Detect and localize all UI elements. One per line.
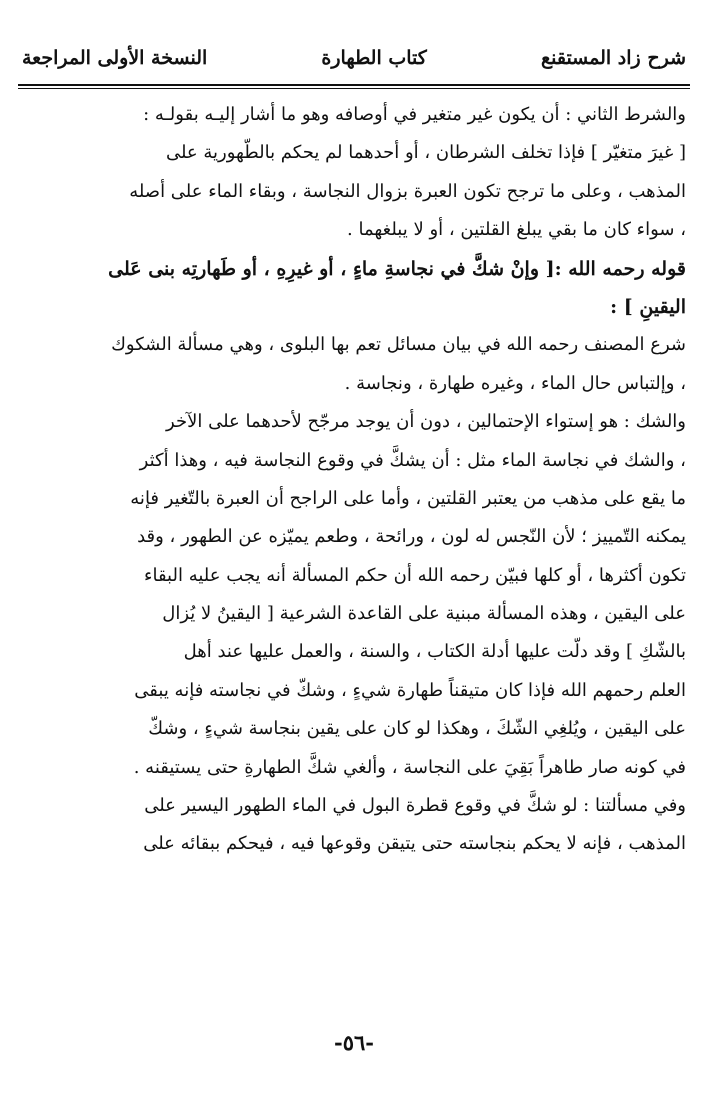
header-edition-note: النسخة الأولى المراجعة xyxy=(22,47,208,69)
heading-line: قوله رحمه الله :[ وإنْ شكَّ في نجاسةِ ماءٍ ، أو غيرِهِ ، أو طَهارتِه بنى عَلى xyxy=(108,257,686,280)
text-line: العلم رحمهم الله فإذا كان متيقناً طهارة شيءٍ ، وشكّ في نجاسته فإنه يبقى xyxy=(134,679,686,701)
text-line: على اليقين ، ويُلغِي الشّكَ ، وهكذا لو كان على يقين بنجاسة شيءٍ ، وشكّ xyxy=(148,718,686,740)
text-line: المذهب ، وعلى ما ترجح تكون العبرة بزوال النجاسة ، وبقاء الماء على أصله xyxy=(129,180,686,202)
text-line: [ غيرَ متغيّر ] فإذا تخلف الشرطان ، أو أحدهما لم يحكم بالطّهورية على xyxy=(165,142,686,164)
text-line: في كونه صار طاهراً بَقِيَ على النجاسة ، وألغي شكَّ الطهارةِ حتى يستيقنه . xyxy=(133,756,686,778)
text-line: تكون أكثرها ، أو كلها فبيّن رحمه الله أن حكم المسألة أنه يجب عليه البقاء xyxy=(144,564,686,586)
text-line: شرع المصنف رحمه الله في بيان مسائل تعم بها البلوى ، وهي مسألة الشكوك xyxy=(111,334,686,356)
text-line: المذهب ، فإنه لا يحكم بنجاسته حتى يتيقن وقوعها فيه ، فيحكم ببقائه على xyxy=(143,833,686,855)
header-chapter-title: كتاب الطهارة xyxy=(321,47,427,69)
header-divider-thin xyxy=(18,88,690,89)
running-header xyxy=(22,38,686,78)
text-line: ، سواء كان ما بقي يبلغ القلتين ، أو لا يبلغهما . xyxy=(347,219,686,241)
text-line: ، والشك في نجاسة الماء مثل : أن يشكَّ في وقوع النجاسة فيه ، وهذا أكثر xyxy=(139,449,686,471)
header-book-title: شرح زاد المستقنع xyxy=(540,47,686,69)
page-number: -٥٦- xyxy=(334,1030,374,1055)
text-line: والشك : هو إستواء الإحتمالين ، دون أن يوجد مرجّح لأحدهما على الآخر xyxy=(166,411,686,433)
heading-line: اليقينِ ] : xyxy=(610,295,686,318)
text-line: يمكنه التّمييز ؛ لأن النّجس له لون ، ورائحة ، وطعم يميّزه عن الطهور ، وقد xyxy=(137,526,686,548)
text-line: ما يقع على مذهب من يعتبر القلتين ، وأما على الراجح أن العبرة بالتّغير فإنه xyxy=(130,487,686,509)
text-line: وفي مسألتنا : لو شكَّ في وقوع قطرة البول في الماء الطهور اليسير على xyxy=(144,795,686,817)
text-line: على اليقين ، وهذه المسألة مبنية على القاعدة الشرعية [ اليقينُ لا يُزال xyxy=(162,603,686,625)
body-text xyxy=(22,96,686,864)
text-line: والشرط الثاني : أن يكون غير متغير في أوصافه وهو ما أشار إليـه بقولـه : xyxy=(143,104,686,125)
header-divider xyxy=(18,84,690,86)
text-line: بالشّكِ ] وقد دلّت عليها أدلة الكتاب ، والسنة ، والعمل عليها عند أهل xyxy=(183,641,686,663)
text-line: ، وإلتباس حال الماء ، وغيره طهارة ، ونجاسة . xyxy=(344,372,686,394)
